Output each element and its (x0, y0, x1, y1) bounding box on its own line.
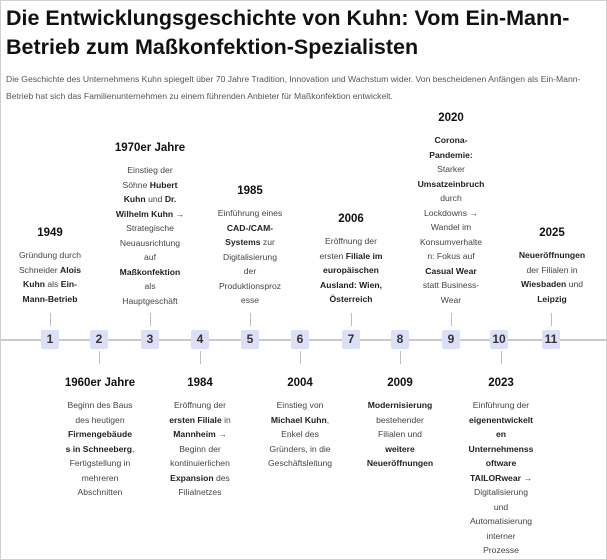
timeline-node-6: 6 (291, 330, 309, 349)
timeline-node-11: 11 (542, 330, 560, 349)
timeline-node-7: 7 (342, 330, 360, 349)
event-2004 (253, 376, 347, 471)
tick-8 (400, 351, 401, 364)
timeline-node-1: 1 (41, 330, 59, 349)
event-2025 (505, 226, 599, 306)
event-1970er (101, 141, 199, 308)
tick-1 (50, 313, 51, 326)
tick-10 (501, 351, 502, 364)
event-description: Modernisierung bestehender Filialen und weitere Neueröffnungen (366, 400, 434, 468)
event-description: Eröffnung der ersten Filiale im europäischen Ausland: Wien, Österreich (319, 236, 383, 304)
event-2009 (353, 376, 447, 471)
event-description: Neueröffnungen der Filialen in Wiesbaden und Leipzig (518, 250, 586, 304)
tick-11 (551, 313, 552, 326)
event-year: 1985 (237, 185, 263, 197)
timeline-node-10: 10 (490, 330, 508, 349)
event-year: 2025 (539, 227, 565, 239)
event-1985 (203, 184, 297, 308)
event-year: 1984 (187, 377, 213, 389)
timeline-node-8: 8 (391, 330, 409, 349)
event-year: 2004 (287, 377, 313, 389)
event-year: 1970er Jahre (114, 142, 186, 154)
timeline-node-4: 4 (191, 330, 209, 349)
event-description: Einstieg von Michael Kuhn, Enkel des Gründers, in die Geschäftsleitung (267, 400, 332, 468)
event-year: 1949 (37, 227, 63, 239)
page-title: Die Entwicklungsgeschichte von Kuhn: Vom Ein-Mann-Betrieb zum Maßkonfektion-Spezialisten (6, 6, 570, 59)
event-2020 (403, 111, 499, 307)
event-1960er (54, 376, 146, 500)
event-1949 (5, 226, 95, 306)
event-2006 (304, 212, 398, 307)
event-year: 2006 (338, 213, 364, 225)
event-1984 (153, 376, 247, 500)
event-description: Eröffnung der ersten Filiale in Mannheim → Beginn der kontinuierlichen Expansion des Filialnetzes (169, 400, 231, 497)
event-description: Beginn des Baus des heutigen Firmengebäude s in Schneeberg, Fertigstellung in mehreren Abschnitten (65, 400, 135, 497)
event-description: Einführung der eigenentwickelt en Unternehmenss oftware TAILORwear → Digitalisierung und Automatisierung interner Prozesse (468, 400, 534, 555)
event-year: 1960er Jahre (64, 377, 136, 389)
event-description: Gründung durch Schneider Alois Kuhn als Ein- Mann-Betrieb (18, 250, 82, 304)
timeline-node-3: 3 (141, 330, 159, 349)
event-description: Einführung eines CAD-/CAM- Systems zur Digitalisierung der Produktionsproz esse (217, 208, 283, 305)
tick-7 (351, 313, 352, 326)
event-year: 2023 (488, 377, 514, 389)
tick-4 (200, 351, 201, 364)
tick-5 (250, 313, 251, 326)
tick-9 (451, 313, 452, 326)
timeline-node-2: 2 (90, 330, 108, 349)
event-description: Einstieg der Söhne Hubert Kuhn und Dr. Wilhelm Kuhn → Strategische Neuausrichtung auf Maßkonfektion als Hauptgeschäft (115, 165, 185, 306)
tick-6 (300, 351, 301, 364)
event-description: Corona- Pandemie: Starker Umsatzeinbruch durch Lockdowns → Wandel im Konsumverhalte n: Fokus auf Casual Wear statt Business- Wear (417, 135, 485, 305)
timeline-node-9: 9 (442, 330, 460, 349)
intro-paragraph: Die Geschichte des Unternehmens Kuhn spiegelt über 70 Jahre Tradition, Innovation und Wachstum wider. Von bescheidenen Anfängen als Ein-Mann-Betrieb hat sich das Familienunternehmen zu einem führenden Anbieter für Maßkonfektion entwickelt. (6, 74, 581, 101)
event-2023 (454, 376, 548, 558)
tick-3 (150, 313, 151, 326)
timeline-node-5: 5 (241, 330, 259, 349)
event-year: 2020 (438, 112, 464, 124)
tick-2 (99, 351, 100, 364)
event-year: 2009 (387, 377, 413, 389)
